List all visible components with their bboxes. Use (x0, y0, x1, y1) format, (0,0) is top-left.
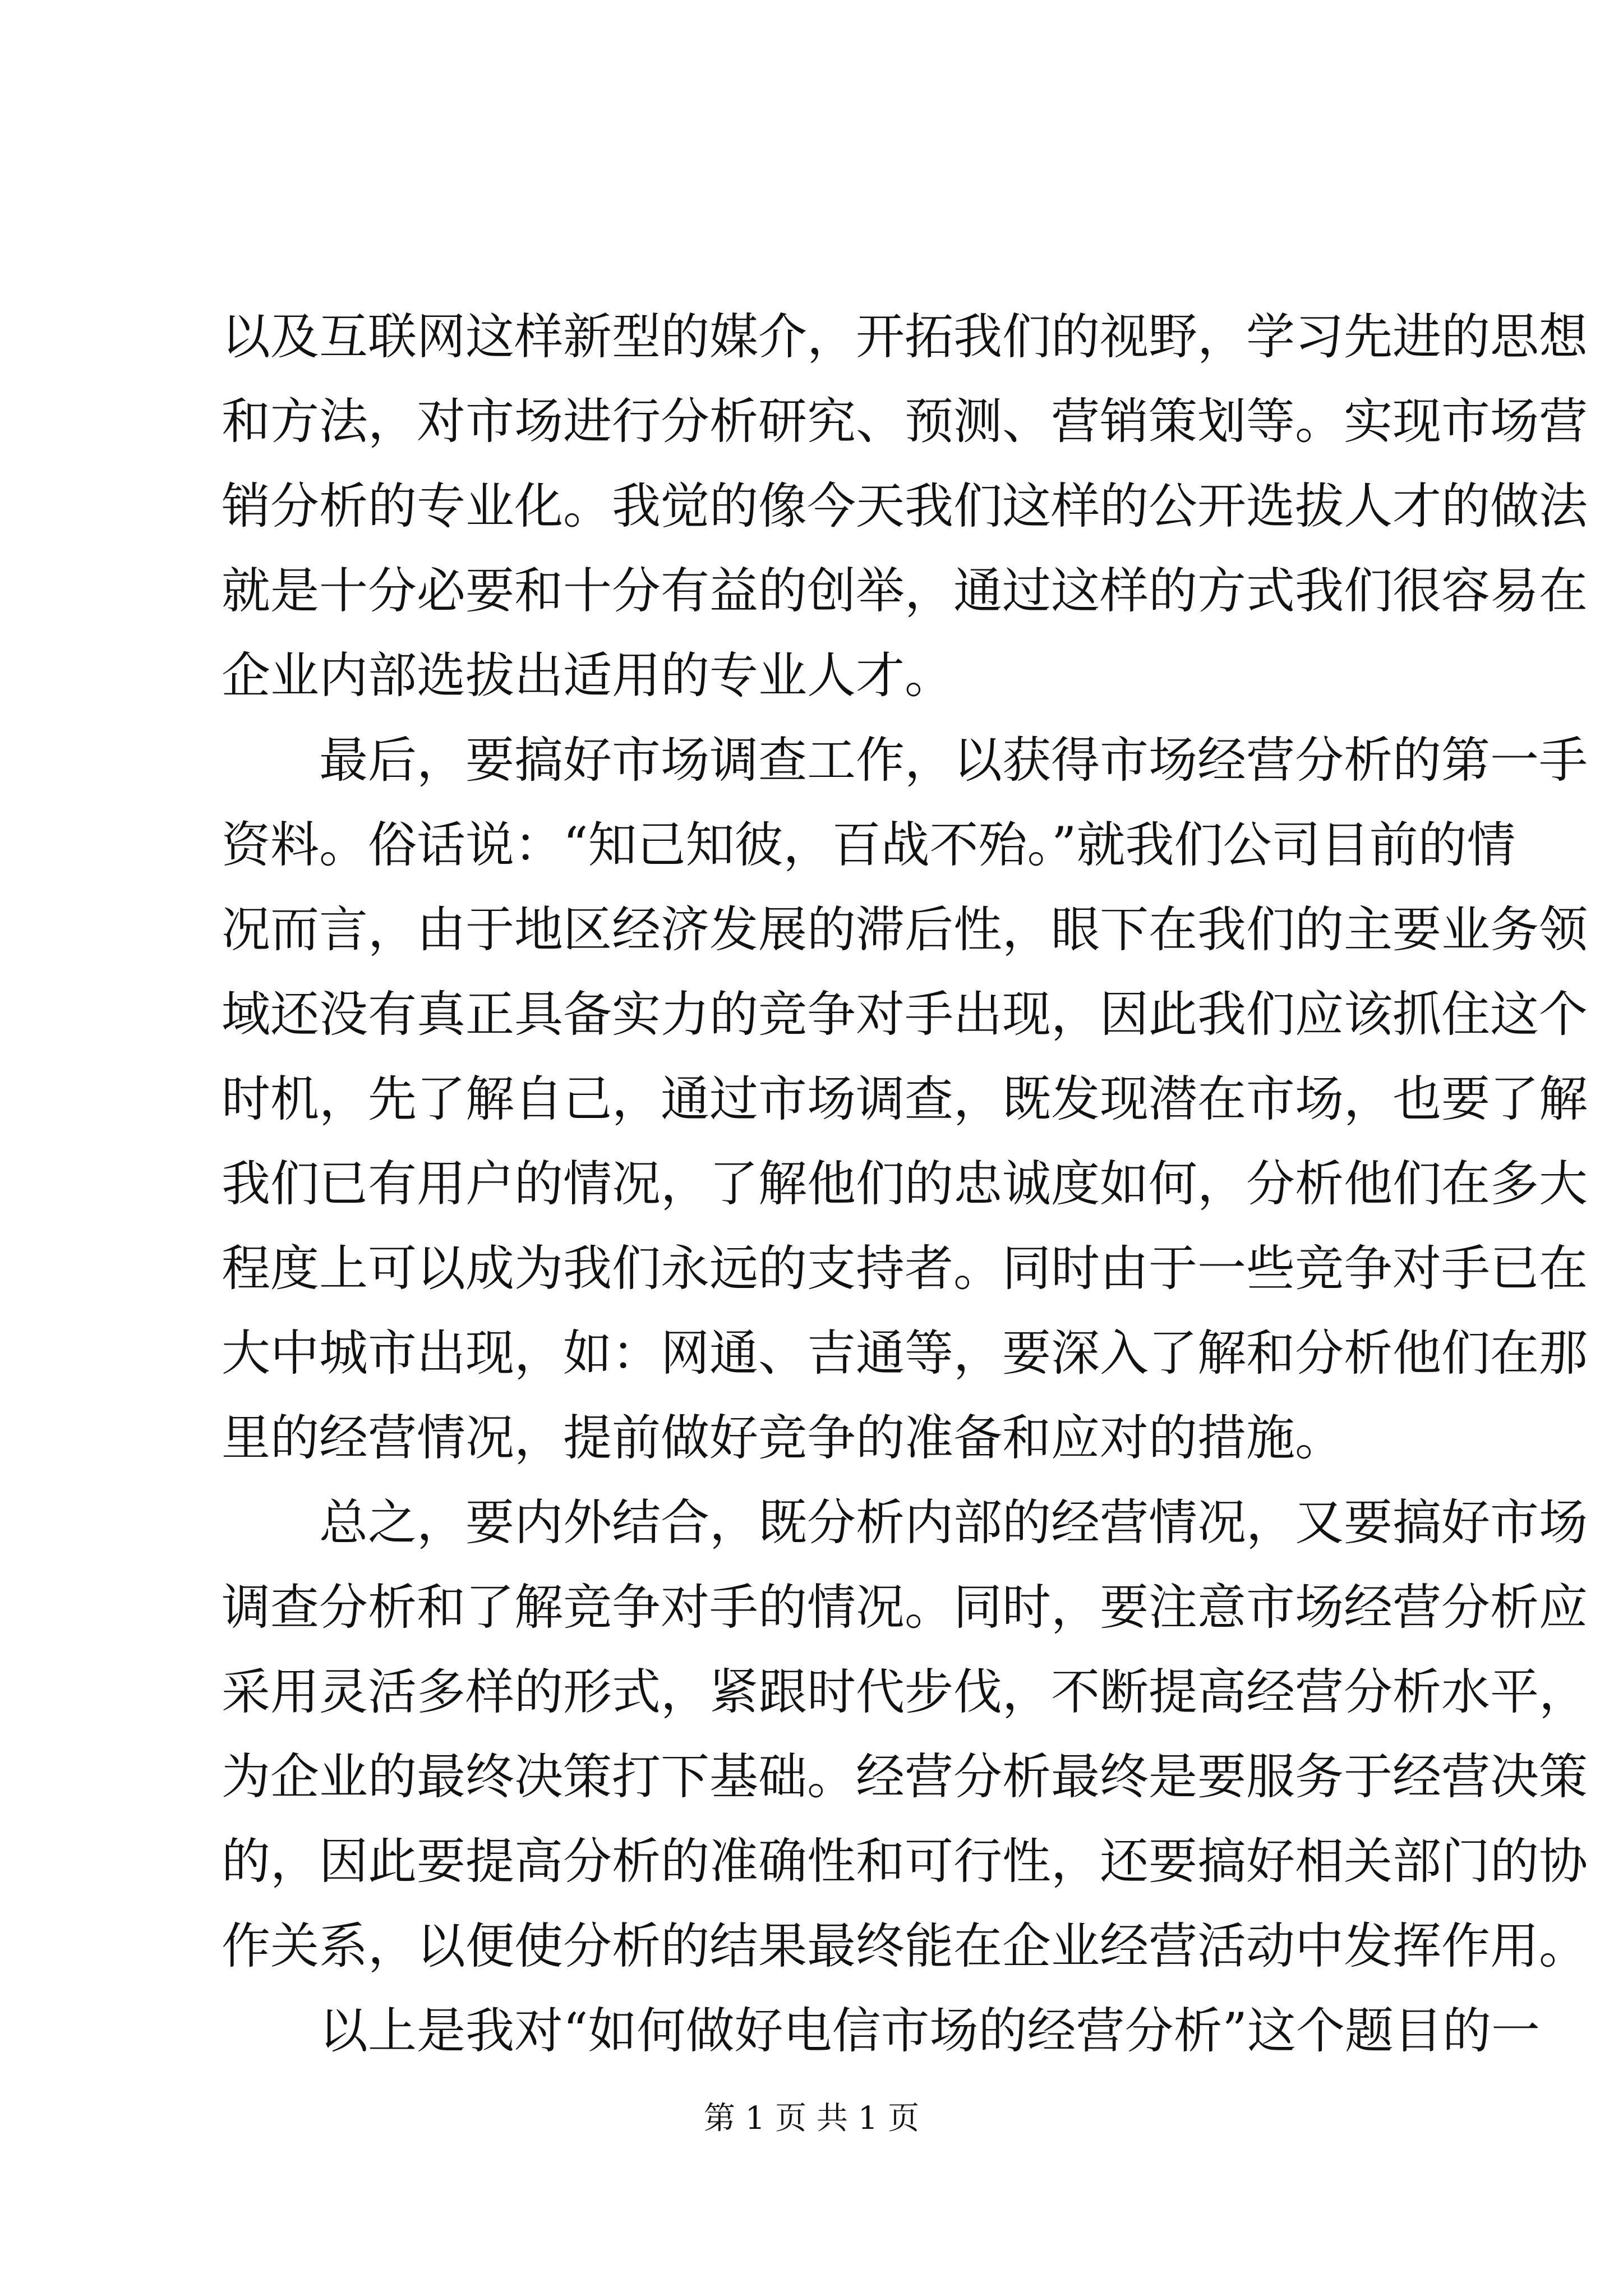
text-line: 最后，要搞好市场调查工作，以获得市场经营分析的第一手 (319, 731, 1588, 789)
page-number-label: 第 1 页 共 1 页 (703, 2100, 920, 2137)
text-line: 程度上可以成为我们永远的支持者。同时由于一些竞争对手已在 (222, 1240, 1588, 1297)
text-line: 总之，要内外结合，既分析内部的经营情况，又要搞好市场 (319, 1494, 1588, 1551)
paragraph (222, 295, 1588, 718)
text-line: 采用灵活多样的形式，紧跟时代步伐，不断提高经营分析水平， (222, 1663, 1588, 1720)
page-footer (0, 2099, 1623, 2138)
text-line: 作关系，以便使分析的结果最终能在企业经营活动中发挥作用。 (222, 1917, 1588, 1975)
paragraph (222, 718, 1588, 1480)
text-line: 调查分析和了解竞争对手的情况。同时，要注意市场经营分析应 (222, 1579, 1588, 1636)
text-line: 销分析的专业化。我觉的像今天我们这样的公开选拔人才的做法 (222, 477, 1588, 535)
text-line: 以上是我对“如何做好电信市场的经营分析”这个题目的一 (319, 2002, 1540, 2059)
text-line: 就是十分必要和十分有益的创举，通过这样的方式我们很容易在 (222, 562, 1588, 619)
text-line: 域还没有真正具备实力的竞争对手出现，因此我们应该抓住这个 (222, 986, 1588, 1043)
text-line: 资料。俗话说：“知己知彼，百战不殆。”就我们公司目前的情 (222, 816, 1516, 873)
body-text (222, 295, 1588, 2073)
text-line: 为企业的最终决策打下基础。经营分析最终是要服务于经营决策 (222, 1748, 1588, 1805)
text-line: 里的经营情况，提前做好竞争的准备和应对的措施。 (222, 1409, 1344, 1466)
text-line: 企业内部选拔出适用的专业人才。 (222, 647, 953, 704)
text-line: 时机，先了解自己，通过市场调查，既发现潜在市场，也要了解 (222, 1070, 1588, 1128)
paragraph (222, 1480, 1588, 1989)
paragraph (222, 1989, 1540, 2073)
text-line: 大中城市出现，如：网通、吉通等，要深入了解和分析他们在那 (222, 1324, 1588, 1382)
text-line: 的，因此要提高分析的准确性和可行性，还要搞好相关部门的协 (222, 1833, 1588, 1890)
text-line: 以及互联网这样新型的媒介，开拓我们的视野，学习先进的思想 (222, 308, 1588, 365)
text-line: 况而言，由于地区经济发展的滞后性，眼下在我们的主要业务领 (222, 901, 1588, 958)
text-line: 我们已有用户的情况，了解他们的忠诚度如何，分析他们在多大 (222, 1155, 1588, 1212)
text-line: 和方法，对市场进行分析研究、预测、营销策划等。实现市场营 (222, 393, 1588, 450)
